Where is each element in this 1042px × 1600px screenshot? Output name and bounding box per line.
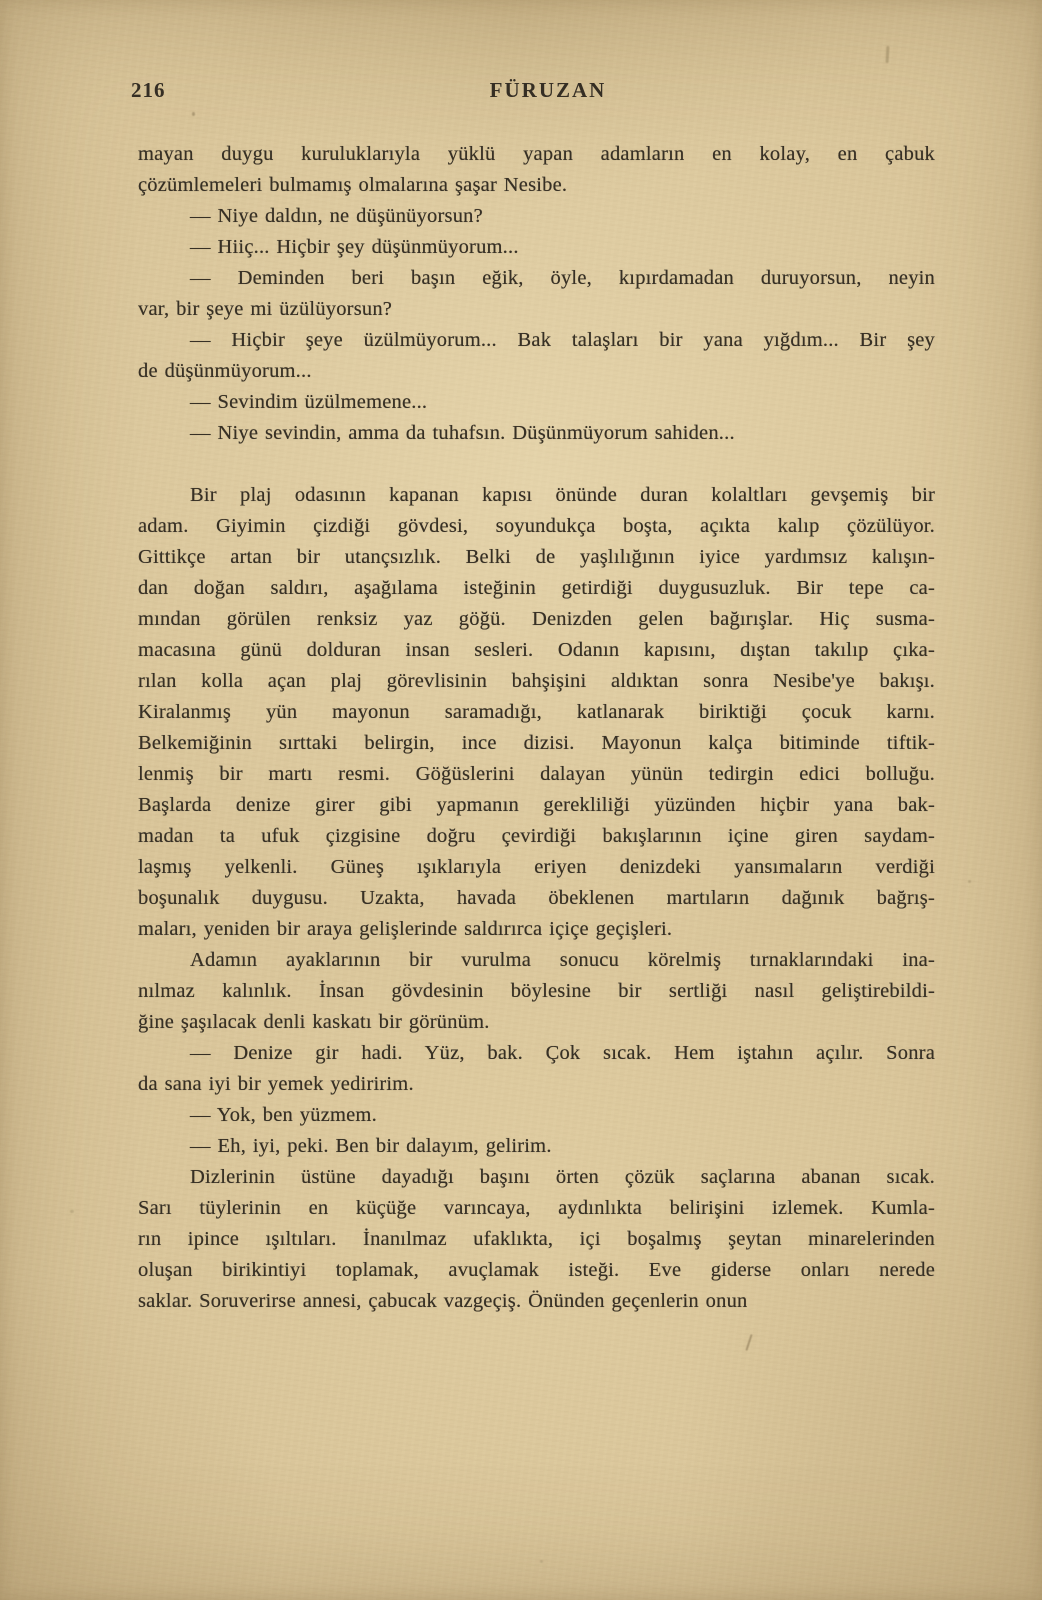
text-line: — Yok, ben yüzmem. [190,1104,377,1126]
text-line: nılmaz kalınlık. İnsan gövdesinin böylesine bir sertliği nasıl geliştirebildi- [138,980,935,1002]
paper-speck [968,880,971,883]
text-line: — Niye sevindin, amma da tuhafsın. Düşünmüyorum sahiden... [190,422,735,444]
text-line: Sarı tüylerinin en küçüğe varıncaya, aydınlıkta belirişini izlemek. Kumla- [138,1197,935,1219]
text-line: dan doğan saldırı, aşağılama isteğinin getirdiği duygusuzluk. Bir tepe ca- [138,577,935,599]
text-line: rın ipince ışıltıları. İnanılmaz ufaklıkta, içi boşalmış şeytan minarelerinden [138,1228,935,1250]
text-line: madan ta ufuk çizgisine doğru çevirdiği bakışlarının içine giren saydam- [138,825,935,847]
dialogue-paragraph [138,232,935,263]
dialogue-paragraph [138,387,935,418]
text-line: Belkemiğinin sırttaki belirgin, ince dizisi. Mayonun kalça bitiminde tiftik- [138,732,935,754]
paragraph [138,945,935,1038]
text-line: — Denize gir hadi. Yüz, bak. Çok sıcak. Hem iştahın açılır. Sonra [190,1042,935,1064]
text-line: — Niye daldın, ne düşünüyorsun? [190,205,483,227]
text-line: — Eh, iyi, peki. Ben bir dalayım, gelirim. [190,1135,552,1157]
text-line: Adamın ayaklarının bir vurulma sonucu körelmiş tırnaklarındaki ina- [190,949,935,971]
text-line: — Sevindim üzülmemene... [190,391,428,413]
dialogue-paragraph [138,201,935,232]
text-line: var, bir şeye mi üzülüyorsun? [138,298,393,320]
text-line: mayan duygu kuruluklarıyla yüklü yapan adamların en kolay, en çabuk [138,143,935,165]
paragraph [138,480,935,945]
dialogue-paragraph [138,1131,935,1162]
text-line: macasına günü dolduran insan sesleri. Odanın kapısını, dıştan takılıp çıka- [138,639,935,661]
text-line: boşunalık duygusu. Uzakta, havada öbeklenen martıların dağınık bağrış- [138,887,935,909]
text-line: Kiralanmış yün mayonun saramadığı, katlanarak biriktiği çocuk karnı. [138,701,935,723]
text-line: da sana iyi bir yemek yediririm. [138,1073,414,1095]
text-line: — Hiçbir şeye üzülmüyorum... Bak talaşları bir yana yığdım... Bir şey [190,329,935,351]
dialogue-paragraph [138,263,935,325]
text-line: laşmış yelkenli. Güneş ışıklarıyla eriyen denizdeki yansımaların verdiği [138,856,935,878]
text-line: Dizlerinin üstüne dayadığı başını örten çözük saçlarına abanan sıcak. [190,1166,935,1188]
text-line: ğine şaşılacak denli kaskatı bir görünüm. [138,1011,490,1033]
page-number: 216 [131,78,166,102]
text-line: rılan kolla açan plaj görevlisinin bahşişini aldıktan sonra Nesibe'ye bakışı. [138,670,935,692]
dialogue-paragraph [138,1038,935,1100]
running-title: FÜRUZAN [489,78,607,102]
text-line: lenmiş bir martı resmi. Göğüslerini dalayan yünün tedirgin edici bolluğu. [138,763,935,785]
page-text [138,139,935,1317]
dialogue-paragraph [138,418,935,449]
text-line: Başlarda denize girer gibi yapmanın gerekliliği yüzünden hiçbir yana bak- [138,794,935,816]
paragraph [138,139,935,201]
text-line: maları, yeniden bir araya gelişlerinde saldırırca içiçe geçişleri. [138,918,673,940]
text-line: de düşünmüyorum... [138,360,312,382]
paper-speck [192,112,195,116]
paper-speck [70,1210,74,1213]
text-line: saklar. Soruverirse annesi, çabucak vazgeçiş. Önünden geçenlerin onun [138,1290,748,1312]
paragraph [138,1162,935,1317]
dialogue-paragraph [138,1100,935,1131]
text-line: mından görülen renksiz yaz göğü. Denizden gelen bağırışlar. Hiç susma- [138,608,935,630]
text-line: Gittikçe artan bir utançsızlık. Belki de yaşlılığının iyice yardımsız kalışın- [138,546,935,568]
dialogue-paragraph [138,325,935,387]
text-line: — Deminden beri başın eğik, öyle, kıpırdamadan duruyorsun, neyin [190,267,935,289]
text-line: Bir plaj odasının kapanan kapısı önünde duran kolaltları gevşemiş bir [190,484,935,506]
paper-speck [540,1560,543,1563]
running-header [0,78,1042,108]
text-line: — Hiiç... Hiçbir şey düşünmüyorum... [190,236,519,258]
text-line: oluşan birikintiyi toplamak, avuçlamak isteği. Eve giderse onları nerede [138,1259,935,1281]
text-line: adam. Giyimin çizdiği gövdesi, soyundukça boşta, açıkta kalıp çözülüyor. [138,515,935,537]
text-line: çözümlemeleri bulmamış olmalarına şaşar Nesibe. [138,174,568,196]
